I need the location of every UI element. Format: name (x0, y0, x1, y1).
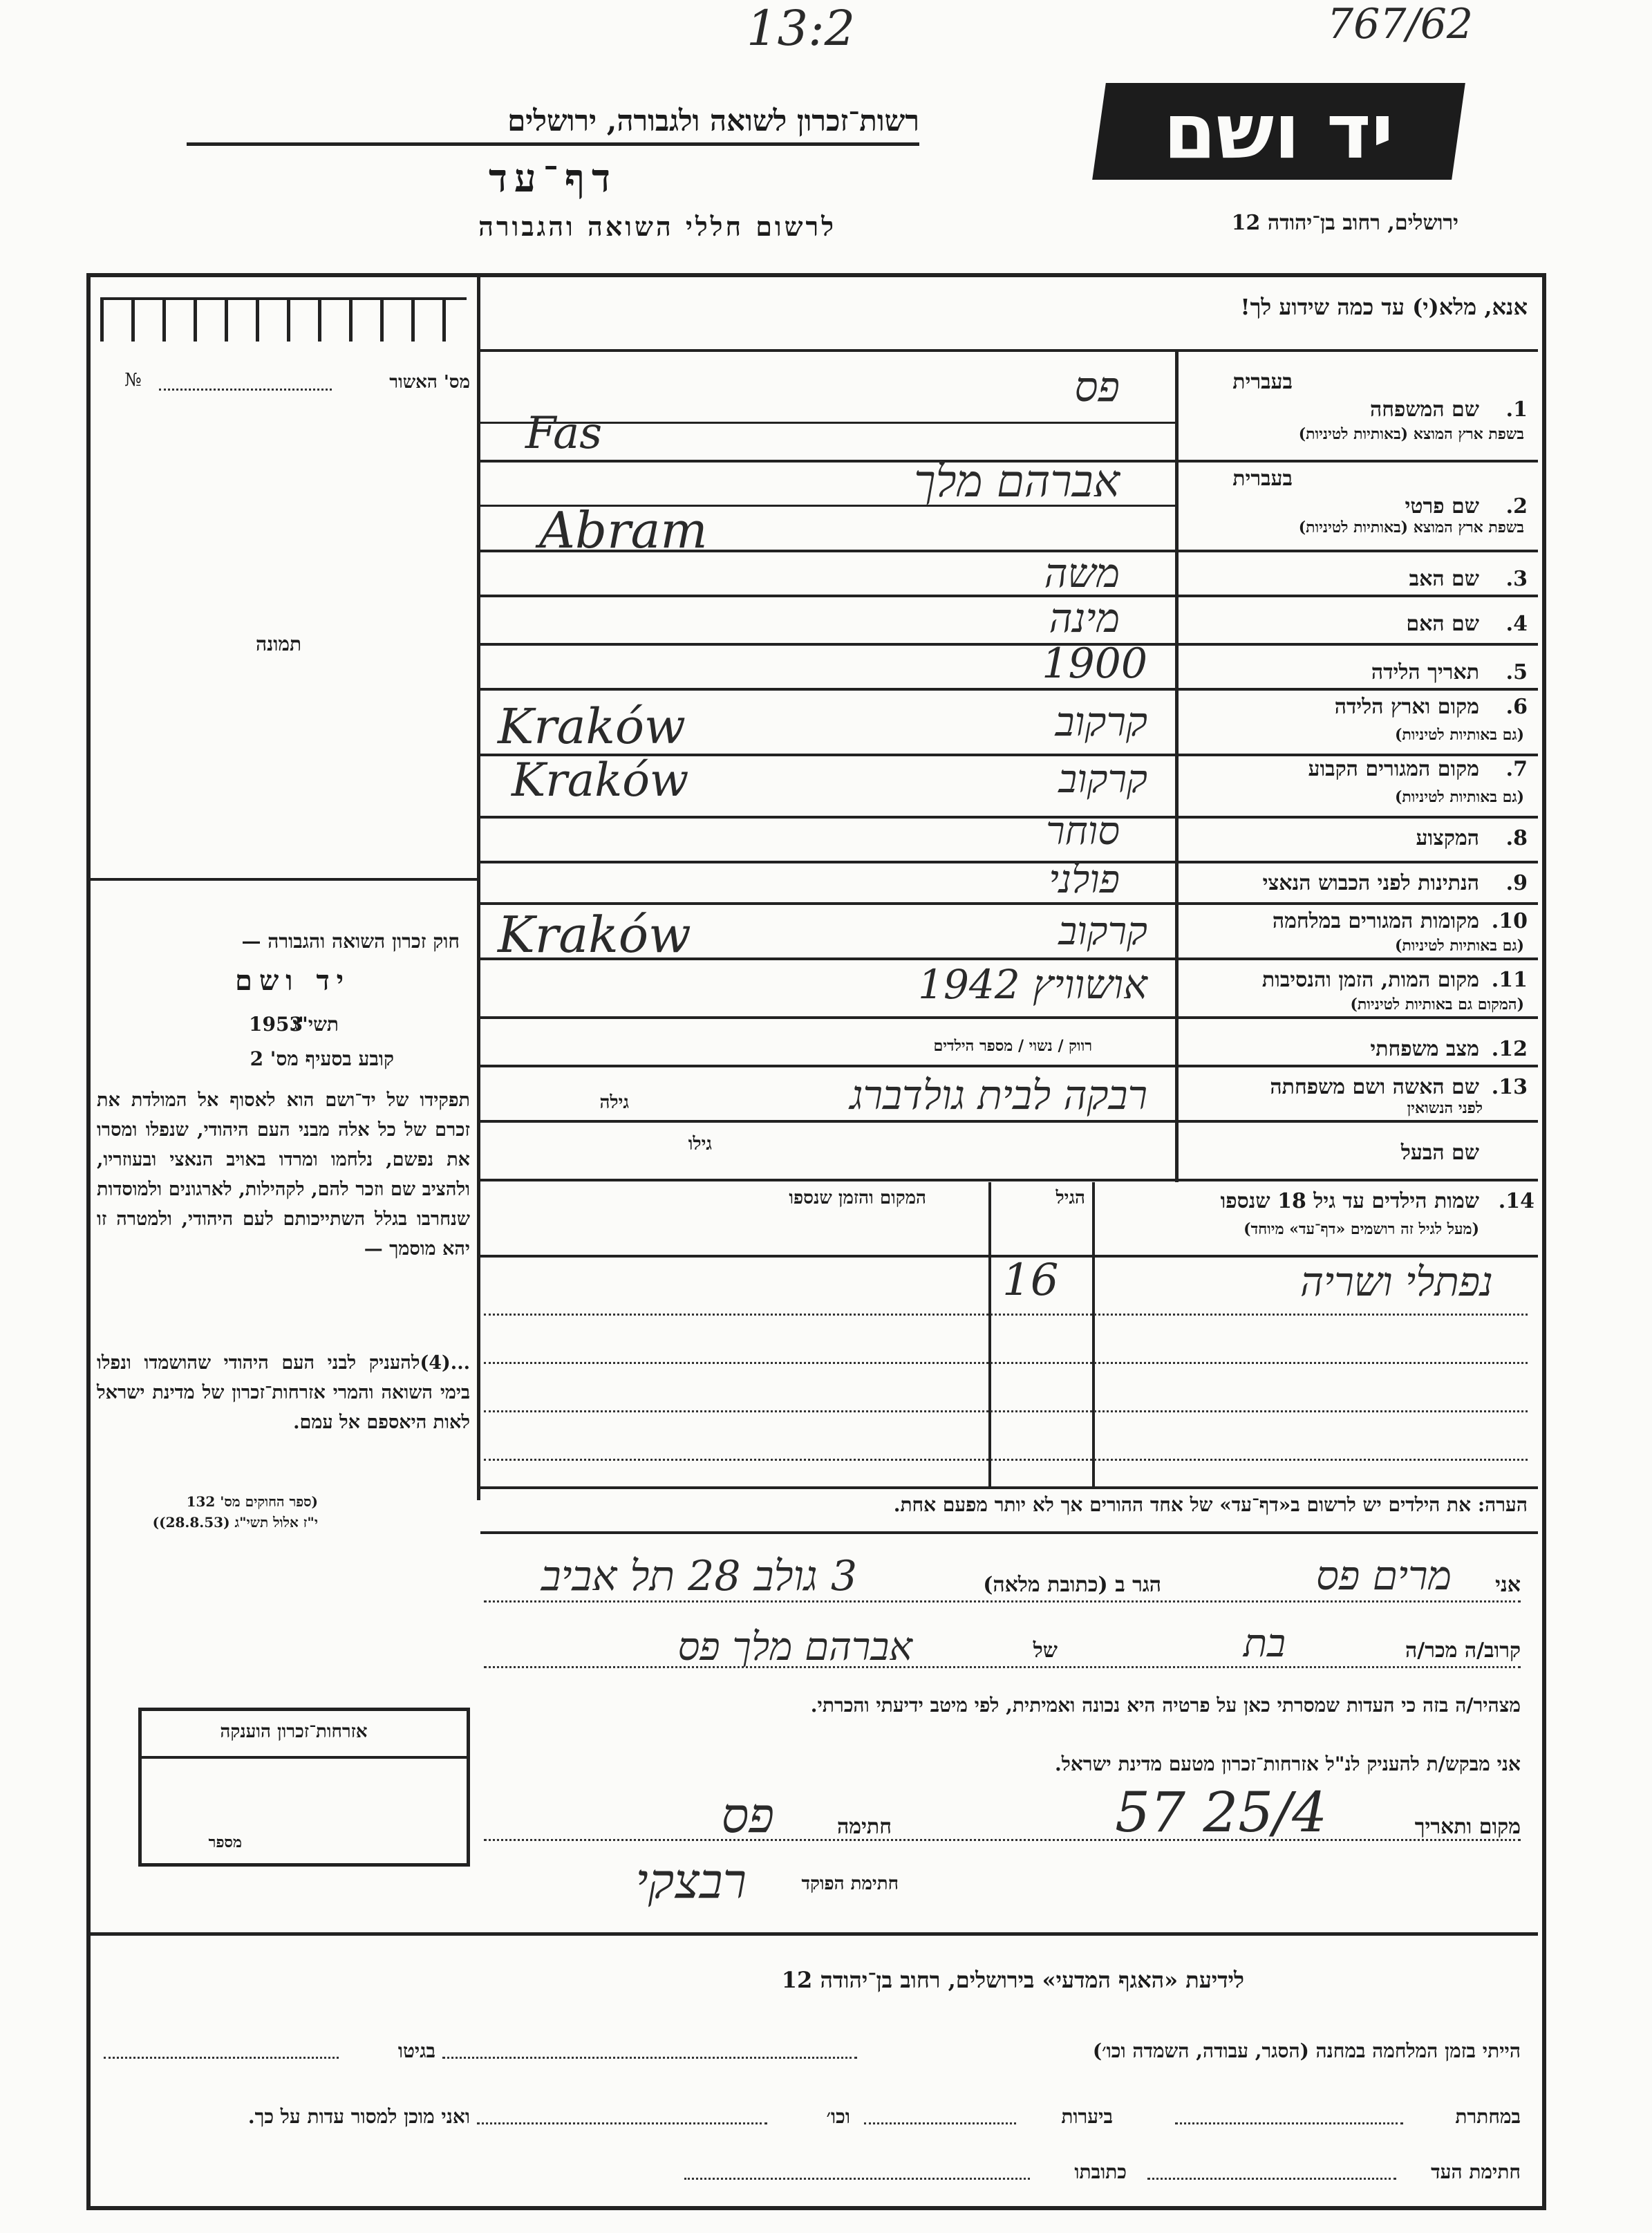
decl-officer-signature-label: חתימת הפוקד (801, 1874, 899, 1894)
field-6-number: 6. (1505, 695, 1528, 719)
tick-row (100, 297, 467, 342)
footer-line2-d: ואני מוכן למסור עדות על כך. (247, 2105, 470, 2128)
child-1-name[interactable]: נפתלי ושריה (1300, 1258, 1493, 1305)
field-10-value-hebrew[interactable]: קרקוב (1058, 909, 1147, 954)
yad-vashem-logo (1092, 83, 1465, 180)
photo-label: תמונה (256, 633, 302, 655)
decl-of-name[interactable]: אברהם מלך פס (677, 1625, 912, 1670)
decl-officer-signature[interactable]: רבצקי (635, 1853, 747, 1909)
form-subtitle: לרשום חללי השואה והגבורה (478, 211, 836, 242)
field-7-number: 7. (1505, 757, 1528, 781)
children-number: 14. (1498, 1189, 1534, 1213)
footer-title: לידיעת «האגף המדעי» בירושלים, רחוב בן־יהודה 12 (781, 1967, 1244, 1993)
archive-mark-left: 13:2 (747, 0, 856, 57)
address: ירושלים, רחוב בן־יהודה 12 (1231, 211, 1458, 235)
footer-line1-a: הייתי בזמן המלחמה במחנה (הסגר, עבודה, השמדה וכו׳) (1092, 2039, 1521, 2062)
footer-line1-b: בגיטו (397, 2039, 435, 2062)
field-6-sub: (גם באותיות לטיניות) (1394, 726, 1524, 744)
field-8-value[interactable]: סוחר (1046, 809, 1120, 854)
field-3-number: 3. (1505, 567, 1528, 591)
law-year: 1953 (249, 1013, 303, 1036)
field-4-label: שם האם (1406, 612, 1479, 636)
field-9-number: 9. (1505, 871, 1528, 895)
field-1-sub: בשפת ארץ המוצא (באותיות לטיניות) (1298, 425, 1524, 443)
decl-place-date-label: מקום ותאריך (1414, 1815, 1521, 1839)
field-10-value-latin[interactable]: Kraków (498, 906, 691, 964)
field-13-sub: לפני הנשואין (1407, 1099, 1483, 1117)
note: הערה: את הילדים יש לרשום ב«דף־עד» של אחד ההורים אך לא יותר מפעם אחת. (893, 1493, 1528, 1516)
children-sub: (מעל לגיל זה רושמים «דף־עד» מיוחד) (1243, 1220, 1479, 1238)
decl-statement: מצהיר/ה בזה כי העדות שמסרתי כאן על פרטיה היא נכונה ואמיתית, לפי מיטב ידיעתי והכרתי. (810, 1694, 1521, 1717)
decl-request: אני מבקש/ת להעניק לנ"ל אזרחות־זכרון מטעם מדינת ישראל. (1054, 1753, 1521, 1775)
field-7-label: מקום המגורים הקבוע (1308, 757, 1479, 781)
husband-age-label: גילו (688, 1134, 712, 1155)
decl-relation[interactable]: בת (1243, 1621, 1286, 1666)
field-12-number: 12. (1491, 1037, 1528, 1061)
field-6-label: מקום וארץ הלידה (1334, 695, 1479, 719)
field-3-label: שם האב (1409, 567, 1479, 591)
field-6-value-latin[interactable]: Kraków (498, 698, 686, 755)
gazette-date: י"ז אלול תשי"ג (28.8.53)) (152, 1514, 318, 1531)
field-12-label: מצב משפחתי (1370, 1037, 1479, 1061)
gazette: (ספר החוקים מס' 132 (186, 1493, 318, 1510)
children-col-place: המקום והזמן שנספו (789, 1188, 926, 1208)
footer-line3-a: חתימת העד (1431, 2160, 1521, 2183)
field-1-value-hebrew[interactable]: פס (1074, 363, 1120, 411)
footer-line2-a: במחתרת (1455, 2105, 1521, 2128)
decl-i-label: אני (1495, 1573, 1521, 1597)
citizenship-box-title: אזרחות־זכרון הוענקה (220, 1721, 368, 1742)
field-11-sub: (המקום גם באותיות לטיניות) (1350, 996, 1524, 1013)
law-text: תפקידו של יד־ושם הוא לאסוף אל המולדת את זכרם של כל אלה מבני העם היהודי, שנפלו ומסרו את נפשם, נלחמו ומרדו באויב הנאצי ובעוזריו, ולהציב שם וזכר להם, לקהילות, לארגונים ולמוסדות שנחרבו בגלל השתייכותם לעם היהודי, ולמטרה זו יהא מוסמך — (97, 1090, 470, 1260)
field-6-value-hebrew[interactable]: קרקוב (1055, 698, 1147, 745)
decl-signature[interactable]: פס (721, 1787, 774, 1844)
field-10-sub: (גם באותיות לטיניות) (1394, 937, 1524, 955)
decl-place-date[interactable]: 25/4 57 (1115, 1780, 1327, 1844)
intro-text: אנא, מלא(י) עד כמה שידוע לך! (1240, 294, 1528, 320)
field-4-value[interactable]: מינה (1049, 595, 1120, 642)
children-label: שמות הילדים עד גיל 18 שנספו (1220, 1189, 1479, 1213)
law-name: יד ושם (235, 964, 351, 997)
authority-line: רשות־זכרון לשואה ולגבורה, ירושלים (187, 104, 919, 146)
field-2-label: שם פרטי (1405, 494, 1479, 518)
decl-relation-label: קרוב/ה מכר/ה (1405, 1638, 1521, 1663)
field-2-sub: בשפת ארץ המוצא (באותיות לטיניות) (1298, 518, 1524, 536)
field-11-number: 11. (1491, 968, 1528, 992)
footer-line3-b: כתובתו (1074, 2160, 1127, 2183)
decl-declarant-name[interactable]: מרים פס (1315, 1552, 1452, 1599)
law-clause: קובע בסעיף מס' 2 (250, 1047, 394, 1070)
field-7-value-latin[interactable]: Kraków (511, 754, 689, 807)
field-13-label: שם האשה ושם משפחתה (1270, 1075, 1479, 1099)
children-col-age: הגיל (1055, 1188, 1085, 1208)
field-5-value[interactable]: 1900 (1042, 639, 1147, 688)
field-9-value[interactable]: פולני (1049, 857, 1120, 902)
form-title: דף־עד (488, 156, 617, 201)
field-7-value-hebrew[interactable]: קרקוב (1058, 757, 1147, 802)
field-2-value-hebrew[interactable]: אברהם מלך (914, 456, 1120, 507)
field-13-value[interactable]: רבקה לבית גולדברג (850, 1072, 1147, 1119)
decl-of-label: של (1033, 1638, 1058, 1663)
husband-label: שם הבעל (1400, 1141, 1479, 1165)
decl-residing-label: הגר ב (כתובת מלאה) (983, 1573, 1161, 1597)
field-8-number: 8. (1505, 826, 1528, 850)
citizenship-box-number: מספר (208, 1833, 242, 1851)
approval-label: מס' האשור (389, 372, 470, 393)
law-title: חוק זכרון השואה והגבורה — (241, 930, 460, 953)
law-year-hebrew: תשי"ג (291, 1013, 339, 1036)
law-text-2: ...(4)להעניק לבני העם היהודי שהושמדו ונפלו בימי השואה והמרי אזרחות־זכרון של מדינת ישראל לאות היאספם אל עמם. (97, 1352, 470, 1433)
field-9-label: הנתינות לפני הכבוש הנאצי (1262, 871, 1479, 895)
field-1-label: שם המשפחה (1369, 398, 1479, 422)
field-7-sub: (גם באותיות לטיניות) (1394, 788, 1524, 806)
field-11-value[interactable]: אושוויץ 1942 (918, 961, 1147, 1008)
field-4-number: 4. (1505, 612, 1528, 636)
field-2-hebrew-label: בעברית (1232, 467, 1293, 491)
field-1-number: 1. (1505, 398, 1528, 422)
field-3-value[interactable]: משה (1044, 550, 1120, 597)
decl-address[interactable]: 3 גולב 28 תל אביב (541, 1552, 857, 1600)
approval-number: № (124, 370, 142, 391)
field-13-age-label: גילה (599, 1092, 629, 1113)
logo-text: יד ושם (1163, 87, 1394, 176)
footer-line2-c: וכו׳ (826, 2105, 850, 2128)
field-12-options: רווק / נשוי / מספר הילדים (933, 1037, 1092, 1055)
field-10-number: 10. (1491, 909, 1528, 933)
field-5-label: תאריך הלידה (1371, 660, 1479, 684)
child-1-age[interactable]: 16 (1002, 1255, 1059, 1306)
field-11-label: מקום המות, הזמן והנסיבות (1261, 968, 1479, 992)
field-2-value-latin[interactable]: Abram (539, 501, 708, 559)
footer-line2-b: ביערות (1061, 2105, 1113, 2128)
field-5-number: 5. (1505, 660, 1528, 684)
field-1-hebrew-label: בעברית (1232, 370, 1293, 394)
field-10-label: מקומות המגורים במלחמה (1272, 909, 1479, 933)
field-1-value-latin[interactable]: Fas (525, 408, 603, 459)
field-13-number: 13. (1491, 1075, 1528, 1099)
archive-mark-right: 767/62 (1327, 0, 1474, 48)
field-2-number: 2. (1505, 494, 1528, 518)
field-8-label: המקצוע (1416, 826, 1479, 850)
decl-signature-label: חתימה (837, 1815, 892, 1839)
